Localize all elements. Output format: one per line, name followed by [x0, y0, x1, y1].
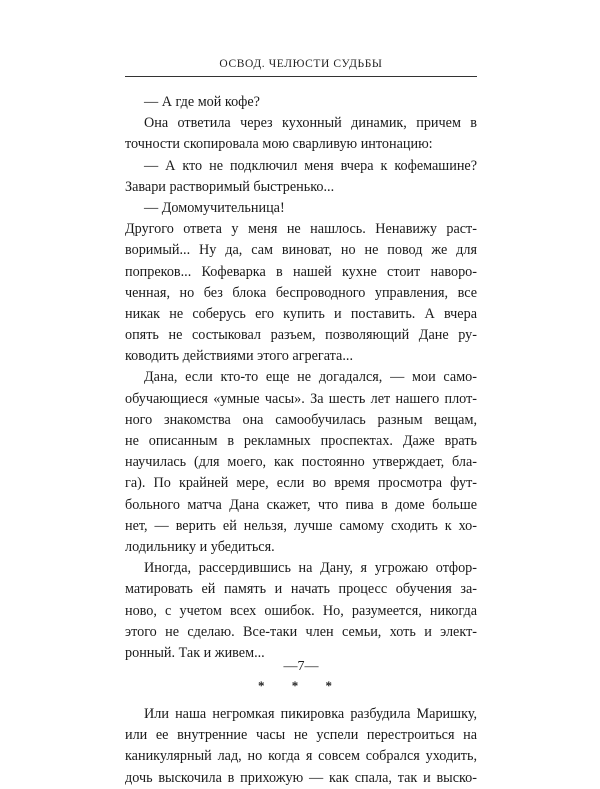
text-line: лодильнику и убедиться.	[125, 538, 275, 555]
text-line: или ее внутренние часы не успели перестроиться на	[125, 727, 477, 744]
header-rule	[125, 76, 477, 77]
text-line: — Домомучительница!	[144, 199, 285, 216]
text-line: опять не состыковал разъем, позволяющий Дане ру-	[125, 327, 477, 344]
text-line: дочь выскочила в прихожую — как спала, так и выско-	[125, 769, 477, 786]
text-line: Она ответила через кухонный динамик, причем в	[144, 115, 477, 132]
book-page	[125, 0, 477, 786]
text-line: ного знакомства она самообучилась разным вещам,	[125, 411, 477, 428]
text-line: — А где мой кофе?	[144, 94, 260, 110]
text-line: ченная, но без блока беспроводного управления, все	[125, 284, 477, 301]
page-number: —7—	[283, 659, 319, 674]
text-line: ронный. Так и живем...	[125, 644, 265, 661]
text-line: Завари растворимый быстренько...	[125, 178, 335, 195]
text-line: — А кто не подключил меня вчера к кофемашине?	[144, 157, 477, 174]
text-line: га). По крайней мере, если во время просмотра фут-	[125, 475, 477, 492]
text-line: воримый... Ну да, сам виноват, но не повод же для	[125, 242, 477, 259]
text-line: точности скопировала мою сварливую интонацию:	[125, 136, 433, 153]
running-head: ОСВОД. ЧЕЛЮСТИ СУДЬБЫ	[219, 58, 383, 70]
text-line: не описанным в рекламных проспектах. Даже врать	[125, 433, 477, 449]
body-text	[125, 92, 477, 789]
text-line: попреков... Кофеварка в нашей кухне стоит наворо-	[125, 263, 477, 280]
text-line: этого не сделаю. Все-таки член семьи, хоть и элект-	[125, 623, 477, 640]
text-line: нет, — верить ей нельзя, лучше самому сходить к хо-	[125, 517, 477, 534]
text-line: ководить действиями этого агрегата...	[125, 348, 353, 365]
text-line: матировать ей память и начать процесс обучения за-	[125, 581, 477, 598]
text-line: больного матча Дана скажет, что пива в доме больше	[125, 496, 477, 513]
text-line: Или наша негромкая пикировка разбудила Маришку,	[144, 706, 477, 723]
text-line: Другого ответа у меня не нашлось. Ненавижу раст-	[125, 221, 477, 238]
text-line: каникулярный лад, но когда я совсем собрался уходить,	[125, 748, 477, 765]
text-line: ново, с учетом всех ошибок. Но, разумеется, никогда	[125, 602, 477, 619]
text-line: Иногда, рассердившись на Дану, я угрожаю отфор-	[144, 560, 477, 577]
text-line: научилась (для моего, как постоянно утверждает, бла-	[125, 454, 477, 471]
text-line: обучающиеся «умные часы». За шесть лет нашего плот-	[125, 390, 477, 407]
text-line: никак не соберусь его купить и поставить. А вчера	[125, 305, 477, 322]
text-line: Дана, если кто-то еще не догадался, — мои само-	[144, 369, 477, 386]
section-break: * * *	[258, 678, 344, 694]
